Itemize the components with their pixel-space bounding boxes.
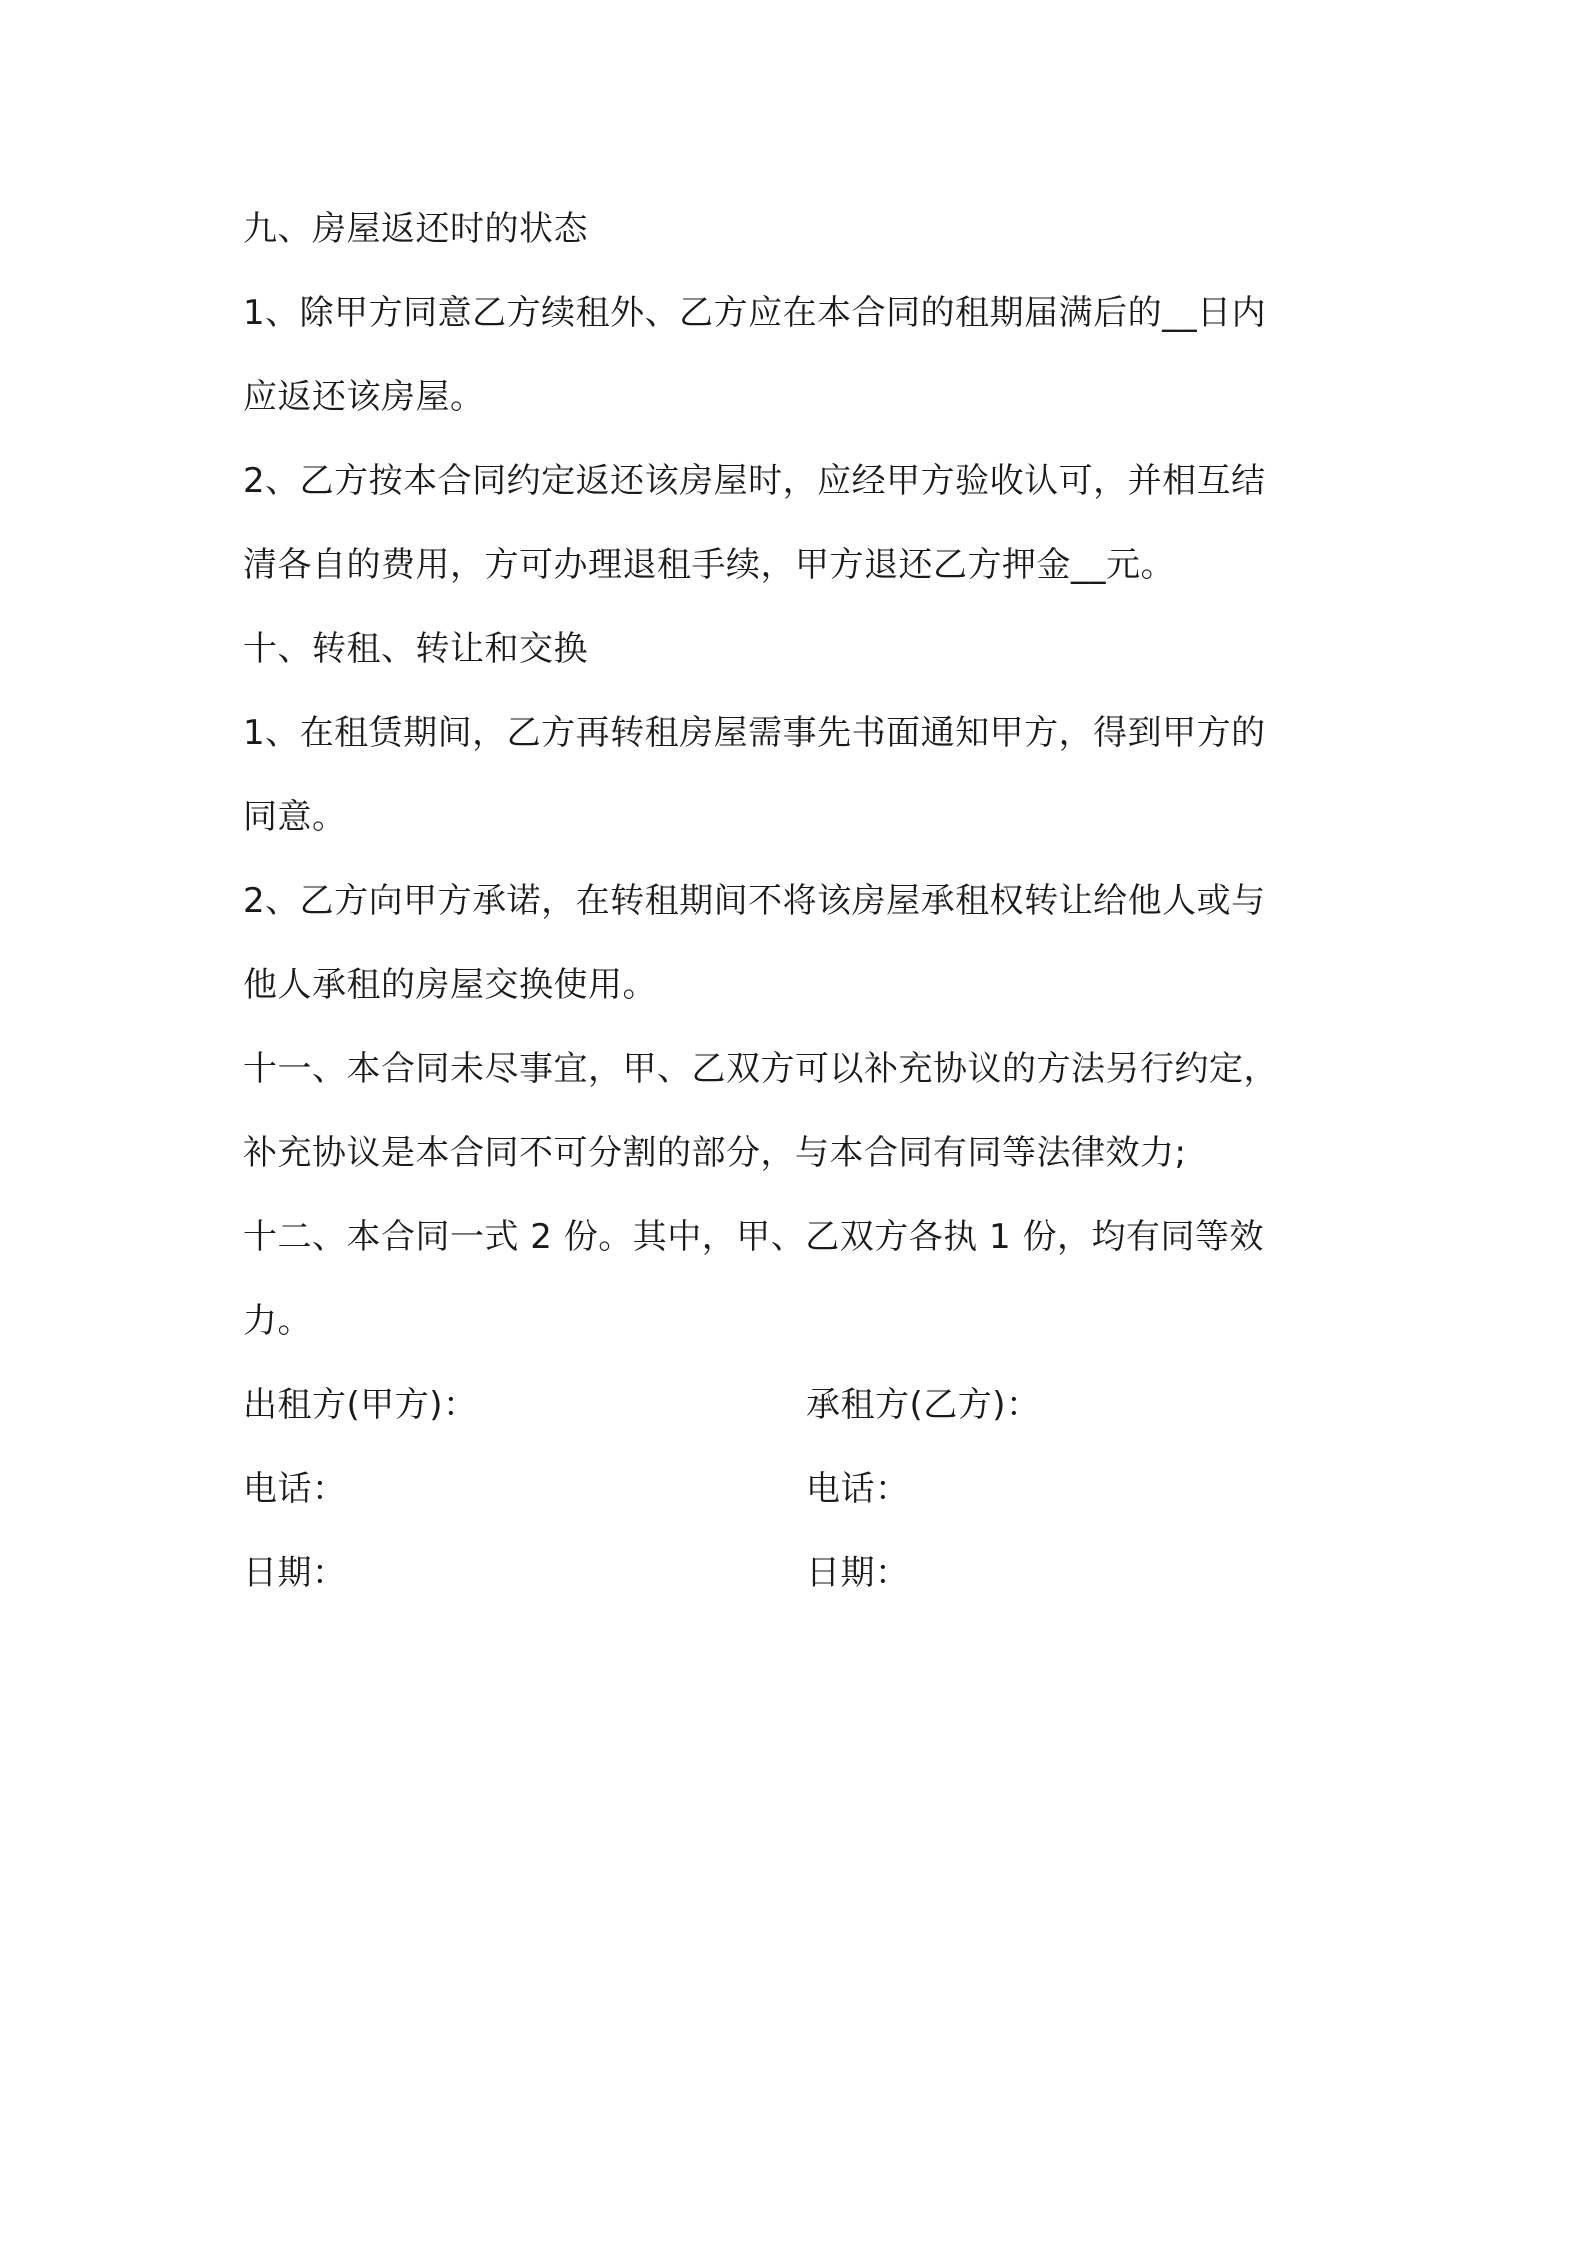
clause-9-1-line-1: 1、除甲方同意乙方续租外、乙方应在本合同的租期届满后的__日内 [243, 293, 1267, 333]
clause-10-2-line-1: 2、乙方向甲方承诺，在转租期间不将该房屋承租权转让给他人或与 [243, 881, 1266, 921]
clause-10-1-line-1: 1、在租赁期间，乙方再转租房屋需事先书面通知甲方，得到甲方的 [243, 713, 1266, 753]
section-9-heading: 九、房屋返还时的状态 [243, 209, 588, 249]
section-11-line-2: 补充协议是本合同不可分割的部分，与本合同有同等法律效力; [243, 1133, 1187, 1173]
section-10-heading: 十、转租、转让和交换 [243, 629, 588, 669]
clause-10-1-line-2: 同意。 [243, 797, 347, 837]
lessor-date-label: 日期： [243, 1553, 347, 1593]
clause-9-2-line-2: 清各自的费用，方可办理退租手续，甲方退还乙方押金__元。 [243, 545, 1175, 585]
lessee-phone-label: 电话： [806, 1469, 910, 1509]
section-12-line-1: 十二、本合同一式 2 份。其中，甲、乙双方各执 1 份，均有同等效 [243, 1217, 1264, 1257]
clause-9-2-line-1: 2、乙方按本合同约定返还该房屋时，应经甲方验收认可，并相互结 [243, 461, 1266, 501]
lessor-label: 出租方(甲方)： [243, 1385, 478, 1425]
lessor-phone-label: 电话： [243, 1469, 347, 1509]
lessee-label: 承租方(乙方)： [806, 1385, 1041, 1425]
lessee-date-label: 日期： [806, 1553, 910, 1593]
section-11-line-1: 十一、本合同未尽事宜，甲、乙双方可以补充协议的方法另行约定， [243, 1049, 1278, 1089]
clause-9-1-line-2: 应返还该房屋。 [243, 377, 485, 417]
section-12-line-2: 力。 [243, 1301, 312, 1341]
clause-10-2-line-2: 他人承租的房屋交换使用。 [243, 965, 657, 1005]
